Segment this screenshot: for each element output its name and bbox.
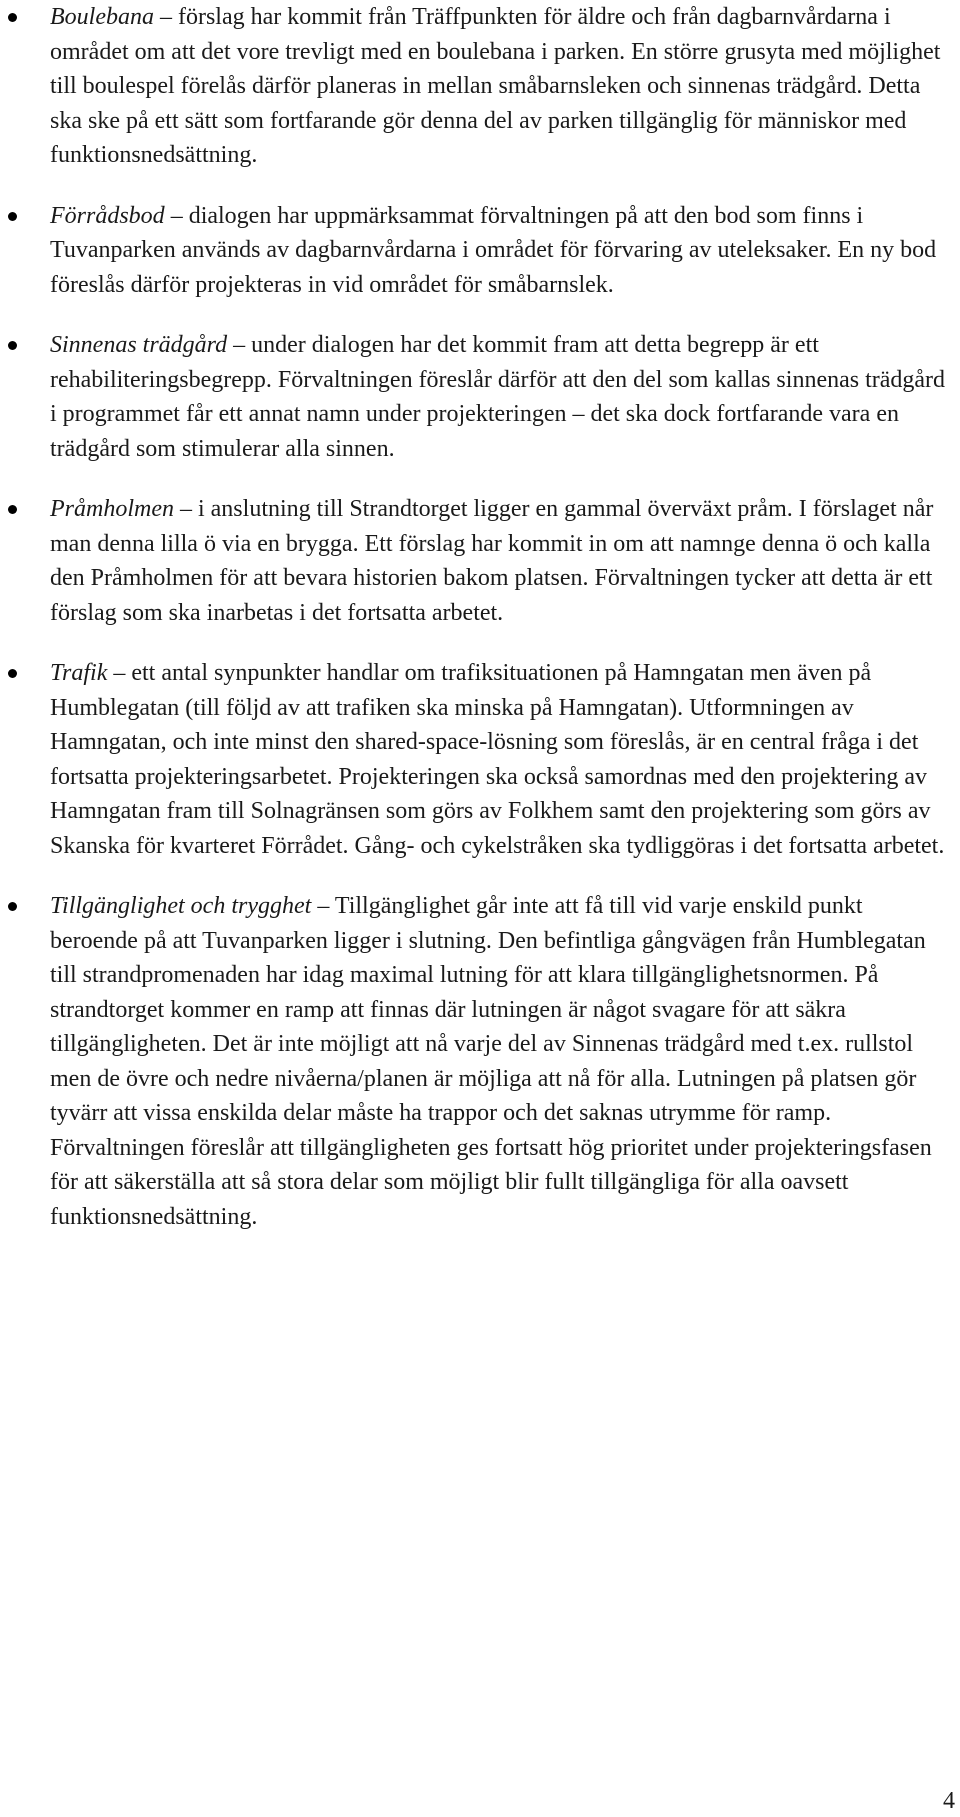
item-text: – under dialogen har det kommit fram att detta begrepp är ett rehabiliteringsbegrepp. Förvaltningen föreslår därför att den del som kallas sinnenas trädgård i programmet får ett annat namn under projekteringen – det ska dock fortfarande vara en trädgård som stimulerar alla sinnen. xyxy=(50,332,946,462)
list-item xyxy=(50,492,950,630)
item-text: – Tillgänglighet går inte att få till vid varje enskild punkt beroende på att Tuvanparken ligger i slutning. Den befintliga gångvägen från Humblegatan till strandpromenaden har idag maximal lutning för att klara tillgänglighetsnormen. På strandtorget kommer en ramp att finnas där lutningen är något svagare för att säkra tillgängligheten. Det är inte möjligt att nå varje del av Sinnenas trädgård med t.ex. rullstol men de övre och nedre nivåerna/planen är möjliga att nå för alla. Lutningen på platsen gör tyvärr att vissa enskilda delar måste ha trappor och det saknas utrymme för ramp. Förvaltningen föreslår att tillgängligheten ges fortsatt hög prioritet under projekteringsfasen för att säkerställa att så stora delar som möjligt blir fullt tillgängliga för alla oavsett funktionsnedsättning. xyxy=(50,893,932,1230)
item-lead: Pråmholmen xyxy=(50,496,174,522)
item-lead: Förrådsbod xyxy=(50,202,165,229)
bullet-icon xyxy=(8,902,17,911)
list-item xyxy=(50,328,950,466)
bullet-list xyxy=(50,0,950,1260)
item-lead: Boulebana xyxy=(50,4,154,30)
item-lead: Sinnenas trädgård xyxy=(50,332,228,358)
item-text: – förslag har kommit från Träffpunkten för äldre och från dagbarnvårdarna i området om att det vore trevligt med en boulebana i parken. En större grusyta med möjlighet till boulespel förelås därför planeras in mellan småbarnsleken och sinnenas trädgård. Detta ska ske på ett sätt som fortfarande gör denna del av parken tillgänglig för människor med funktionsnedsättning. xyxy=(50,4,941,168)
item-text: – dialogen har uppmärksammat förvaltningen på att den bod som finns i Tuvanparken används av dagbarnvårdarna i området för förvaring av uteleksaker. En ny bod föreslås därför projekteras in vid området för småbarnslek. xyxy=(50,202,937,298)
list-item xyxy=(50,199,950,303)
bullet-icon xyxy=(8,13,17,22)
bullet-icon xyxy=(8,341,17,350)
item-lead: Trafik xyxy=(50,660,108,686)
bullet-icon xyxy=(8,505,17,514)
item-text: – i anslutning till Strandtorget ligger en gammal överväxt pråm. I förslaget når man denna lilla ö via en brygga. Ett förslag har kommit in om att namnge denna ö och kalla den Pråmholmen för att bevara historien bakom platsen. Förvaltningen tycker att detta är ett förslag som ska inarbetas i det fortsatta arbetet. xyxy=(50,496,934,626)
item-text: – ett antal synpunkter handlar om trafiksituationen på Hamngatan men även på Humblegatan (till följd av att trafiken ska minska på Hamngatan). Utformningen av Hamngatan, och inte minst den shared-space-lösning som föreslås, är en central fråga i det fortsatta projekteringsarbetet. Projekteringen ska också samordnas med den projektering av Hamngatan fram till Solnagränsen som görs av Folkhem samt den projektering som görs av Skanska för kvarteret Förrådet. Gång- och cykelstråken ska tydliggöras i det fortsatta arbetet. xyxy=(50,660,945,859)
bullet-icon xyxy=(8,669,17,678)
list-item xyxy=(50,889,950,1234)
bullet-icon xyxy=(8,212,17,221)
list-item xyxy=(50,656,950,863)
list-item xyxy=(50,0,950,173)
page-number: 4 xyxy=(943,1788,955,1814)
item-lead: Tillgänglighet och trygghet xyxy=(50,893,312,919)
